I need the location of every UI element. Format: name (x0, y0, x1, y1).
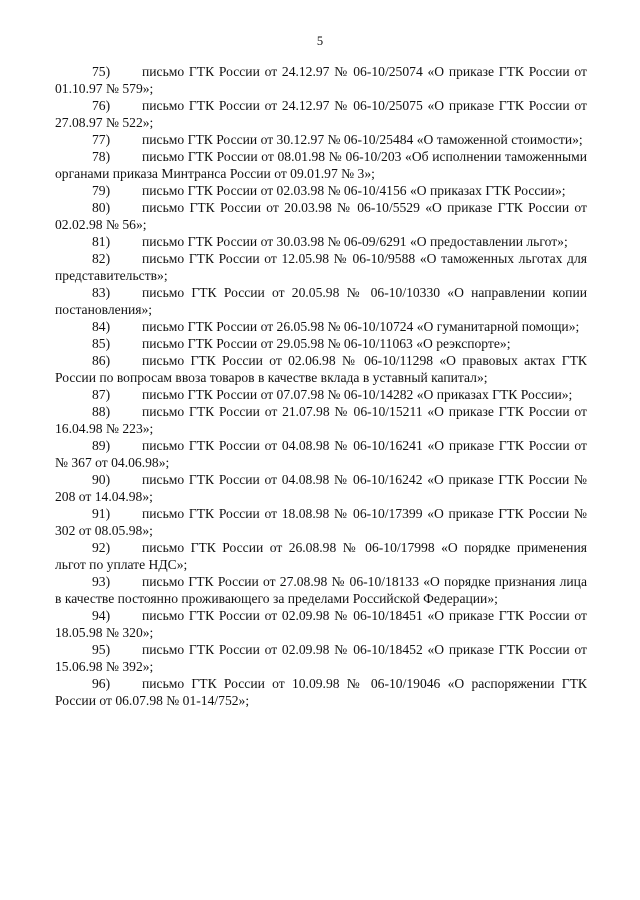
item-text: письмо ГТК России от 02.09.98 № 06-10/18452 «О приказе ГТК России от 15.06.98 № 392»; (55, 642, 587, 674)
item-number: 93) (92, 574, 111, 589)
item-number: 84) (92, 319, 111, 334)
item-number: 79) (92, 183, 111, 198)
list-item (55, 318, 587, 335)
list-item (55, 386, 587, 403)
list-item (55, 199, 587, 233)
list-item (55, 148, 587, 182)
list-item (55, 97, 587, 131)
item-number: 94) (92, 608, 111, 623)
item-text: письмо ГТК России от 21.07.98 № 06-10/15211 «О приказе ГТК России от 16.04.98 № 223»; (55, 404, 587, 436)
item-text: письмо ГТК России от 04.08.98 № 06-10/16241 «О приказе ГТК России от № 367 от 04.06.98»; (55, 438, 587, 470)
item-text: письмо ГТК России от 30.12.97 № 06-10/25484 «О таможенной стоимости»; (142, 132, 583, 147)
item-number: 81) (92, 234, 111, 249)
item-text: письмо ГТК России от 02.09.98 № 06-10/18451 «О приказе ГТК России от 18.05.98 № 320»; (55, 608, 587, 640)
list-item (55, 675, 587, 709)
item-number: 77) (92, 132, 111, 147)
item-text: письмо ГТК России от 26.08.98 № 06-10/17998 «О порядке применения льгот по уплате НДС»; (55, 540, 587, 572)
item-number: 80) (92, 200, 111, 215)
list-item (55, 641, 587, 675)
item-number: 86) (92, 353, 111, 368)
item-text: письмо ГТК России от 04.08.98 № 06-10/16242 «О приказе ГТК России № 208 от 14.04.98»; (55, 472, 587, 504)
item-number: 91) (92, 506, 111, 521)
letters-list (55, 63, 587, 709)
item-text: письмо ГТК России от 20.05.98 № 06-10/10330 «О направлении копии постановления»; (55, 285, 587, 317)
list-item (55, 182, 587, 199)
page-number: 5 (316, 34, 324, 48)
list-item (55, 131, 587, 148)
item-number: 75) (92, 64, 111, 79)
item-text: письмо ГТК России от 29.05.98 № 06-10/11063 «О реэкспорте»; (142, 336, 511, 351)
item-text: письмо ГТК России от 12.05.98 № 06-10/9588 «О таможенных льготах для представительств»; (55, 251, 587, 283)
item-text: письмо ГТК России от 02.06.98 № 06-10/11298 «О правовых актах ГТК России по вопросам ввоза товаров в качестве вклада в уставный капитал»; (55, 353, 587, 385)
item-text: письмо ГТК России от 10.09.98 № 06-10/19046 «О распоряжении ГТК России от 06.07.98 № 01-14/752»; (55, 676, 587, 708)
item-number: 83) (92, 285, 111, 300)
item-text: письмо ГТК России от 26.05.98 № 06-10/10724 «О гуманитарной помощи»; (142, 319, 580, 334)
item-number: 78) (92, 149, 111, 164)
list-item (55, 250, 587, 284)
list-item (55, 539, 587, 573)
item-text: письмо ГТК России от 20.03.98 № 06-10/5529 «О приказе ГТК России от 02.02.98 № 56»; (55, 200, 587, 232)
item-text: письмо ГТК России от 24.12.97 № 06-10/25075 «О приказе ГТК России от 27.08.97 № 522»; (55, 98, 587, 130)
list-item (55, 437, 587, 471)
item-number: 76) (92, 98, 111, 113)
item-text: письмо ГТК России от 27.08.98 № 06-10/18133 «О порядке признания лица в качестве постоянно проживающего за пределами Российской Федерации»; (55, 574, 587, 606)
list-item (55, 607, 587, 641)
list-item (55, 335, 587, 352)
item-text: письмо ГТК России от 24.12.97 № 06-10/25074 «О приказе ГТК России от 01.10.97 № 579»; (55, 64, 587, 96)
item-text: письмо ГТК России от 02.03.98 № 06-10/4156 «О приказах ГТК России»; (142, 183, 566, 198)
item-number: 87) (92, 387, 111, 402)
item-number: 92) (92, 540, 111, 555)
list-item (55, 573, 587, 607)
item-text: письмо ГТК России от 07.07.98 № 06-10/14282 «О приказах ГТК России»; (142, 387, 573, 402)
item-text: письмо ГТК России от 08.01.98 № 06-10/203 «Об исполнении таможенными органами приказа Минтранса России от 09.01.97 № 3»; (55, 149, 587, 181)
item-number: 90) (92, 472, 111, 487)
item-number: 88) (92, 404, 111, 419)
list-item (55, 403, 587, 437)
item-number: 96) (92, 676, 111, 691)
item-number: 85) (92, 336, 111, 351)
list-item (55, 505, 587, 539)
item-text: письмо ГТК России от 18.08.98 № 06-10/17399 «О приказе ГТК России № 302 от 08.05.98»; (55, 506, 587, 538)
item-text: письмо ГТК России от 30.03.98 № 06-09/6291 «О предоставлении льгот»; (142, 234, 568, 249)
item-number: 95) (92, 642, 111, 657)
item-number: 82) (92, 251, 111, 266)
list-item (55, 352, 587, 386)
list-item (55, 233, 587, 250)
list-item (55, 284, 587, 318)
list-item (55, 471, 587, 505)
list-item (55, 63, 587, 97)
item-number: 89) (92, 438, 111, 453)
